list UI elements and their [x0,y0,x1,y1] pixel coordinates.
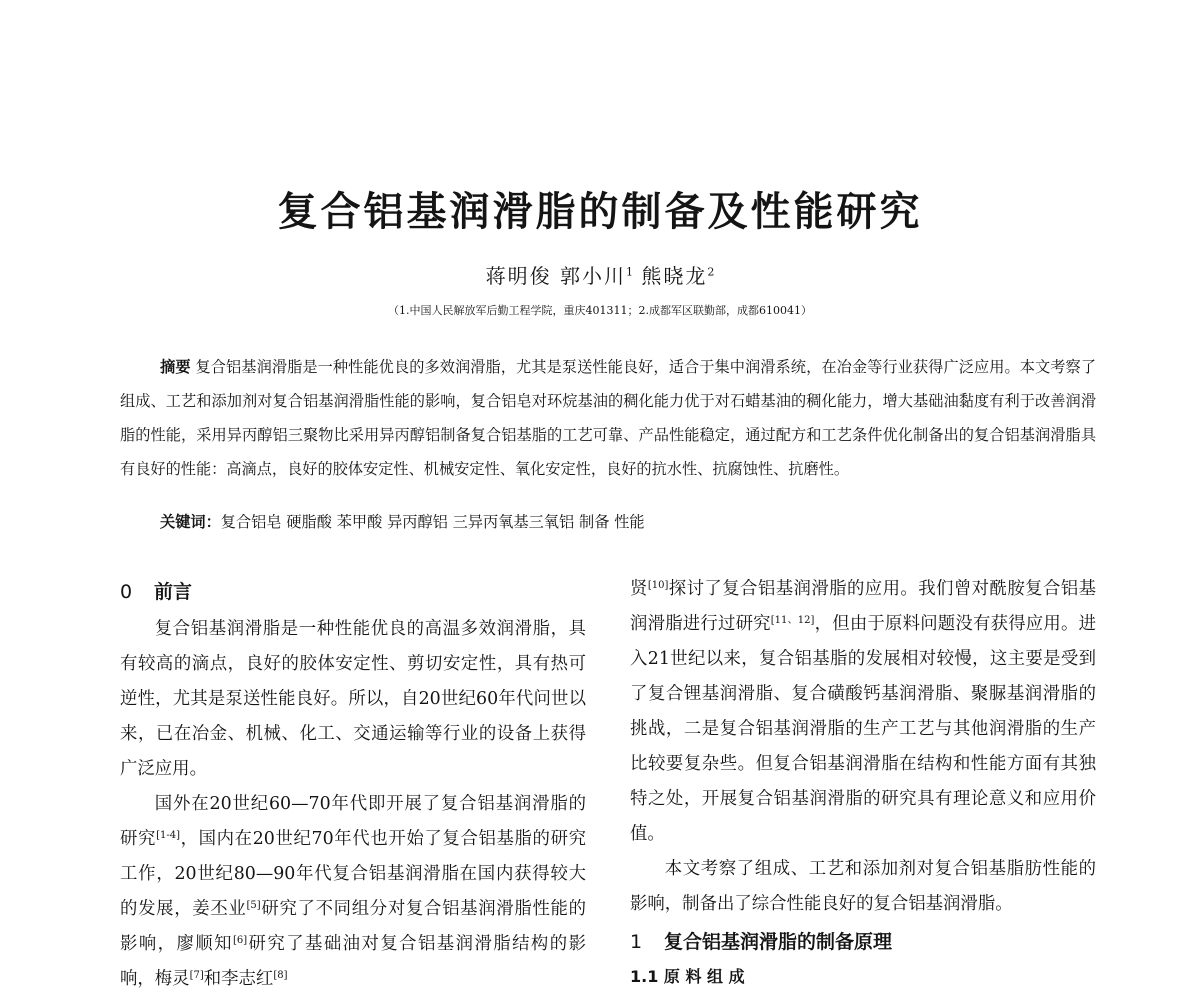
section-1-number: 1 [630,931,643,953]
author-line [0,260,1200,289]
subsection-1-1-heading: 1.1 原 料 组 成 [630,967,745,986]
citation: [1-4] [156,830,180,841]
affiliation: （1.中国人民解放军后勤工程学院，重庆401311；2.成都军区联勤部，成都610041） [388,304,812,317]
citation: [10] [647,580,669,591]
citation: [11、12] [770,615,815,626]
abstract-text: 复合铝基润滑脂是一种性能优良的多效润滑脂，尤其是泵送性能良好，适合于集中润滑系统，在冶金等行业获得广泛应用。本文考察了组成、工艺和添加剂对复合铝基润滑脂性能的影响，复合铝皂对环烷基油的稠化能力优于对石蜡基油的稠化能力，增大基础油黏度有利于改善润滑脂的性能，采用异丙醇铝三聚物比采用异丙醇铝制备复合铝基脂的工艺可靠、产品性能稳定，通过配方和工艺条件优化制备出的复合铝基润滑脂具有良好的性能：高滴点，良好的胶体安定性、机械安定性、氧化安定性，良好的抗水性、抗腐蚀性、抗磨性。 [120,358,1097,478]
text-run: ，国内在20世纪70年代也开始了复合铝基脂的研究工作，20世纪80—90年代复合铝基润滑脂在国内获得较大的发展，姜丕业 [120,829,586,919]
text-run: 探讨了复合铝基润滑脂的应用。我们曾对酰胺复合铝基润滑脂进行过研究 [630,579,1096,634]
keywords-label: 关键词： [160,513,221,531]
author-2: 郭小川 [560,264,626,288]
section-0-title: 前言 [154,581,193,603]
author-2-affil-mark: 1 [626,265,633,279]
keywords-text: 复合铝皂 硬脂酸 苯甲酸 异丙醇铝 三异丙氧基三氧铝 制备 性能 [220,513,645,531]
author-1: 蒋明俊 [485,264,552,288]
citation: [8] [273,970,288,981]
intro-paragraph-2 [120,787,586,997]
intro-paragraph-1: 复合铝基润滑脂是一种性能优良的高温多效润滑脂，具有较高的滴点，良好的胶体安定性、剪切安定性，具有热可逆性，尤其是泵送性能良好。所以，自20世纪60年代问世以来，已在冶金、机械、化工、交通运输等行业的设备上获得广泛应用。 [120,619,586,779]
intro-paragraph-3: 本文考察了组成、工艺和添加剂对复合铝基脂肪性能的影响，制备出了综合性能良好的复合铝基润滑脂。 [630,859,1096,914]
author-3: 熊晓龙 [641,264,708,288]
paper-title: 复合铝基润滑脂的制备及性能研究 [277,189,923,235]
text-run: 研究了不同组分对复合铝基润滑脂性能的影响，廖顺知 [120,899,586,954]
text-run: ，但由于原料问题没有获得应用。进入21世纪以来，复合铝基脂的发展相对较慢，这主要是受到了复合锂基润滑脂、复合磺酸钙基润滑脂、聚脲基润滑脂的挑战，二是复合铝基润滑脂的生产工艺与其他润滑脂的生产比较要复杂些。但复合铝基润滑脂在结构和性能方面有其独特之处，开展复合铝基润滑脂的研究具有理论意义和应用价值。 [630,614,1096,844]
right-column [630,572,1096,992]
keywords [120,507,1096,537]
citation: [7] [189,970,204,981]
section-1-heading [630,922,1096,962]
text-run: 贤 [630,579,648,599]
section-0-number: 0 [120,581,133,603]
citation: [5] [246,900,261,911]
citation: [6] [232,935,248,946]
text-run: 和李志红 [203,969,274,989]
intro-paragraph-2-cont [630,572,1096,852]
text-run: 国外在20世纪60—70年代即开展了复合铝基润滑脂的研究 [120,794,586,849]
left-column [120,572,586,989]
section-1-title: 复合铝基润滑脂的制备原理 [664,931,893,953]
abstract [120,350,1096,486]
text-run: 研究了基础油对复合铝基润滑脂结构的影响，梅灵 [120,934,586,989]
abstract-label: 摘要 [160,358,191,376]
section-0-heading [120,572,586,612]
author-3-affil-mark: 2 [707,265,715,279]
